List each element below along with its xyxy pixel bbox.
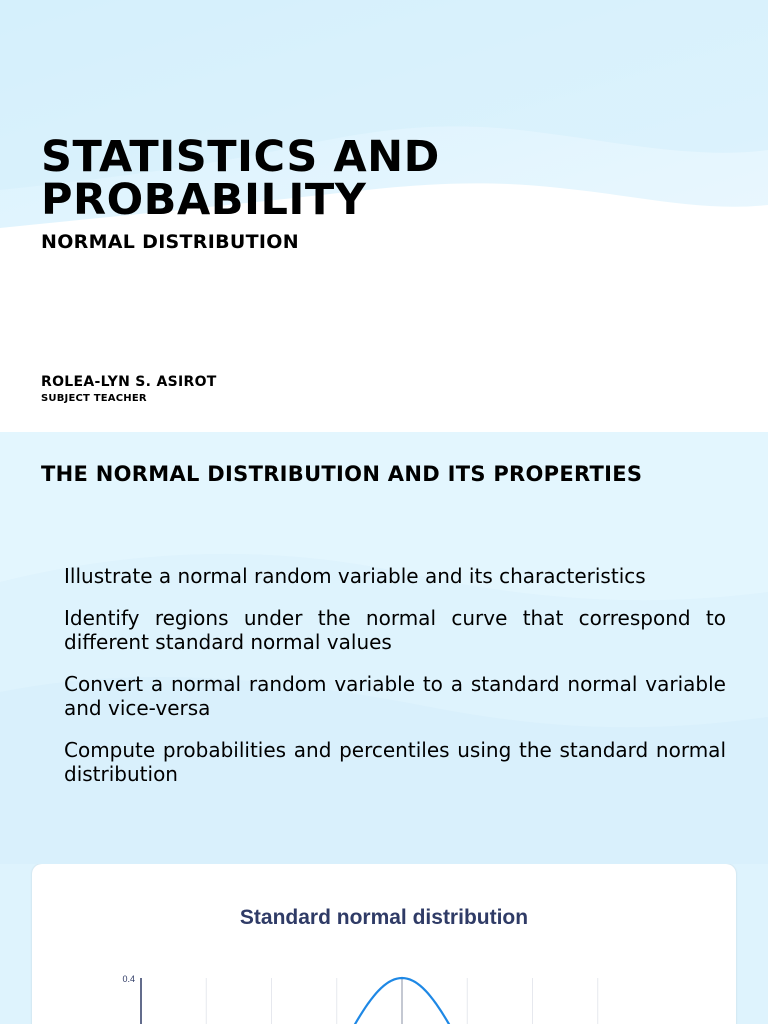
objective-item: Compute probabilities and percentiles using the standard normal distribution bbox=[64, 738, 726, 786]
author-role: SUBJECT TEACHER bbox=[41, 393, 147, 404]
objectives-slide bbox=[0, 432, 768, 864]
y-tick-label: 0.4 bbox=[122, 974, 135, 984]
presentation-title: STATISTICS AND PROBABILITY bbox=[41, 132, 440, 225]
objective-item: Illustrate a normal random variable and its characteristics bbox=[64, 564, 646, 588]
author-name: ROLEA-LYN S. ASIROT bbox=[41, 374, 217, 390]
presentation-subtitle: NORMAL DISTRIBUTION bbox=[41, 231, 299, 253]
section-heading: THE NORMAL DISTRIBUTION AND ITS PROPERTIES bbox=[41, 462, 643, 486]
chart-title: Standard normal distribution bbox=[239, 906, 529, 929]
chart-slide bbox=[0, 864, 768, 1024]
objective-item: Convert a normal random variable to a standard normal variable and vice-versa bbox=[64, 672, 726, 720]
objective-item: Identify regions under the normal curve that correspond to different standard normal values bbox=[64, 606, 726, 654]
title-slide bbox=[0, 0, 768, 432]
chart-card bbox=[32, 864, 736, 1024]
objectives-list bbox=[64, 564, 726, 804]
normal-distribution-chart bbox=[32, 864, 736, 1024]
